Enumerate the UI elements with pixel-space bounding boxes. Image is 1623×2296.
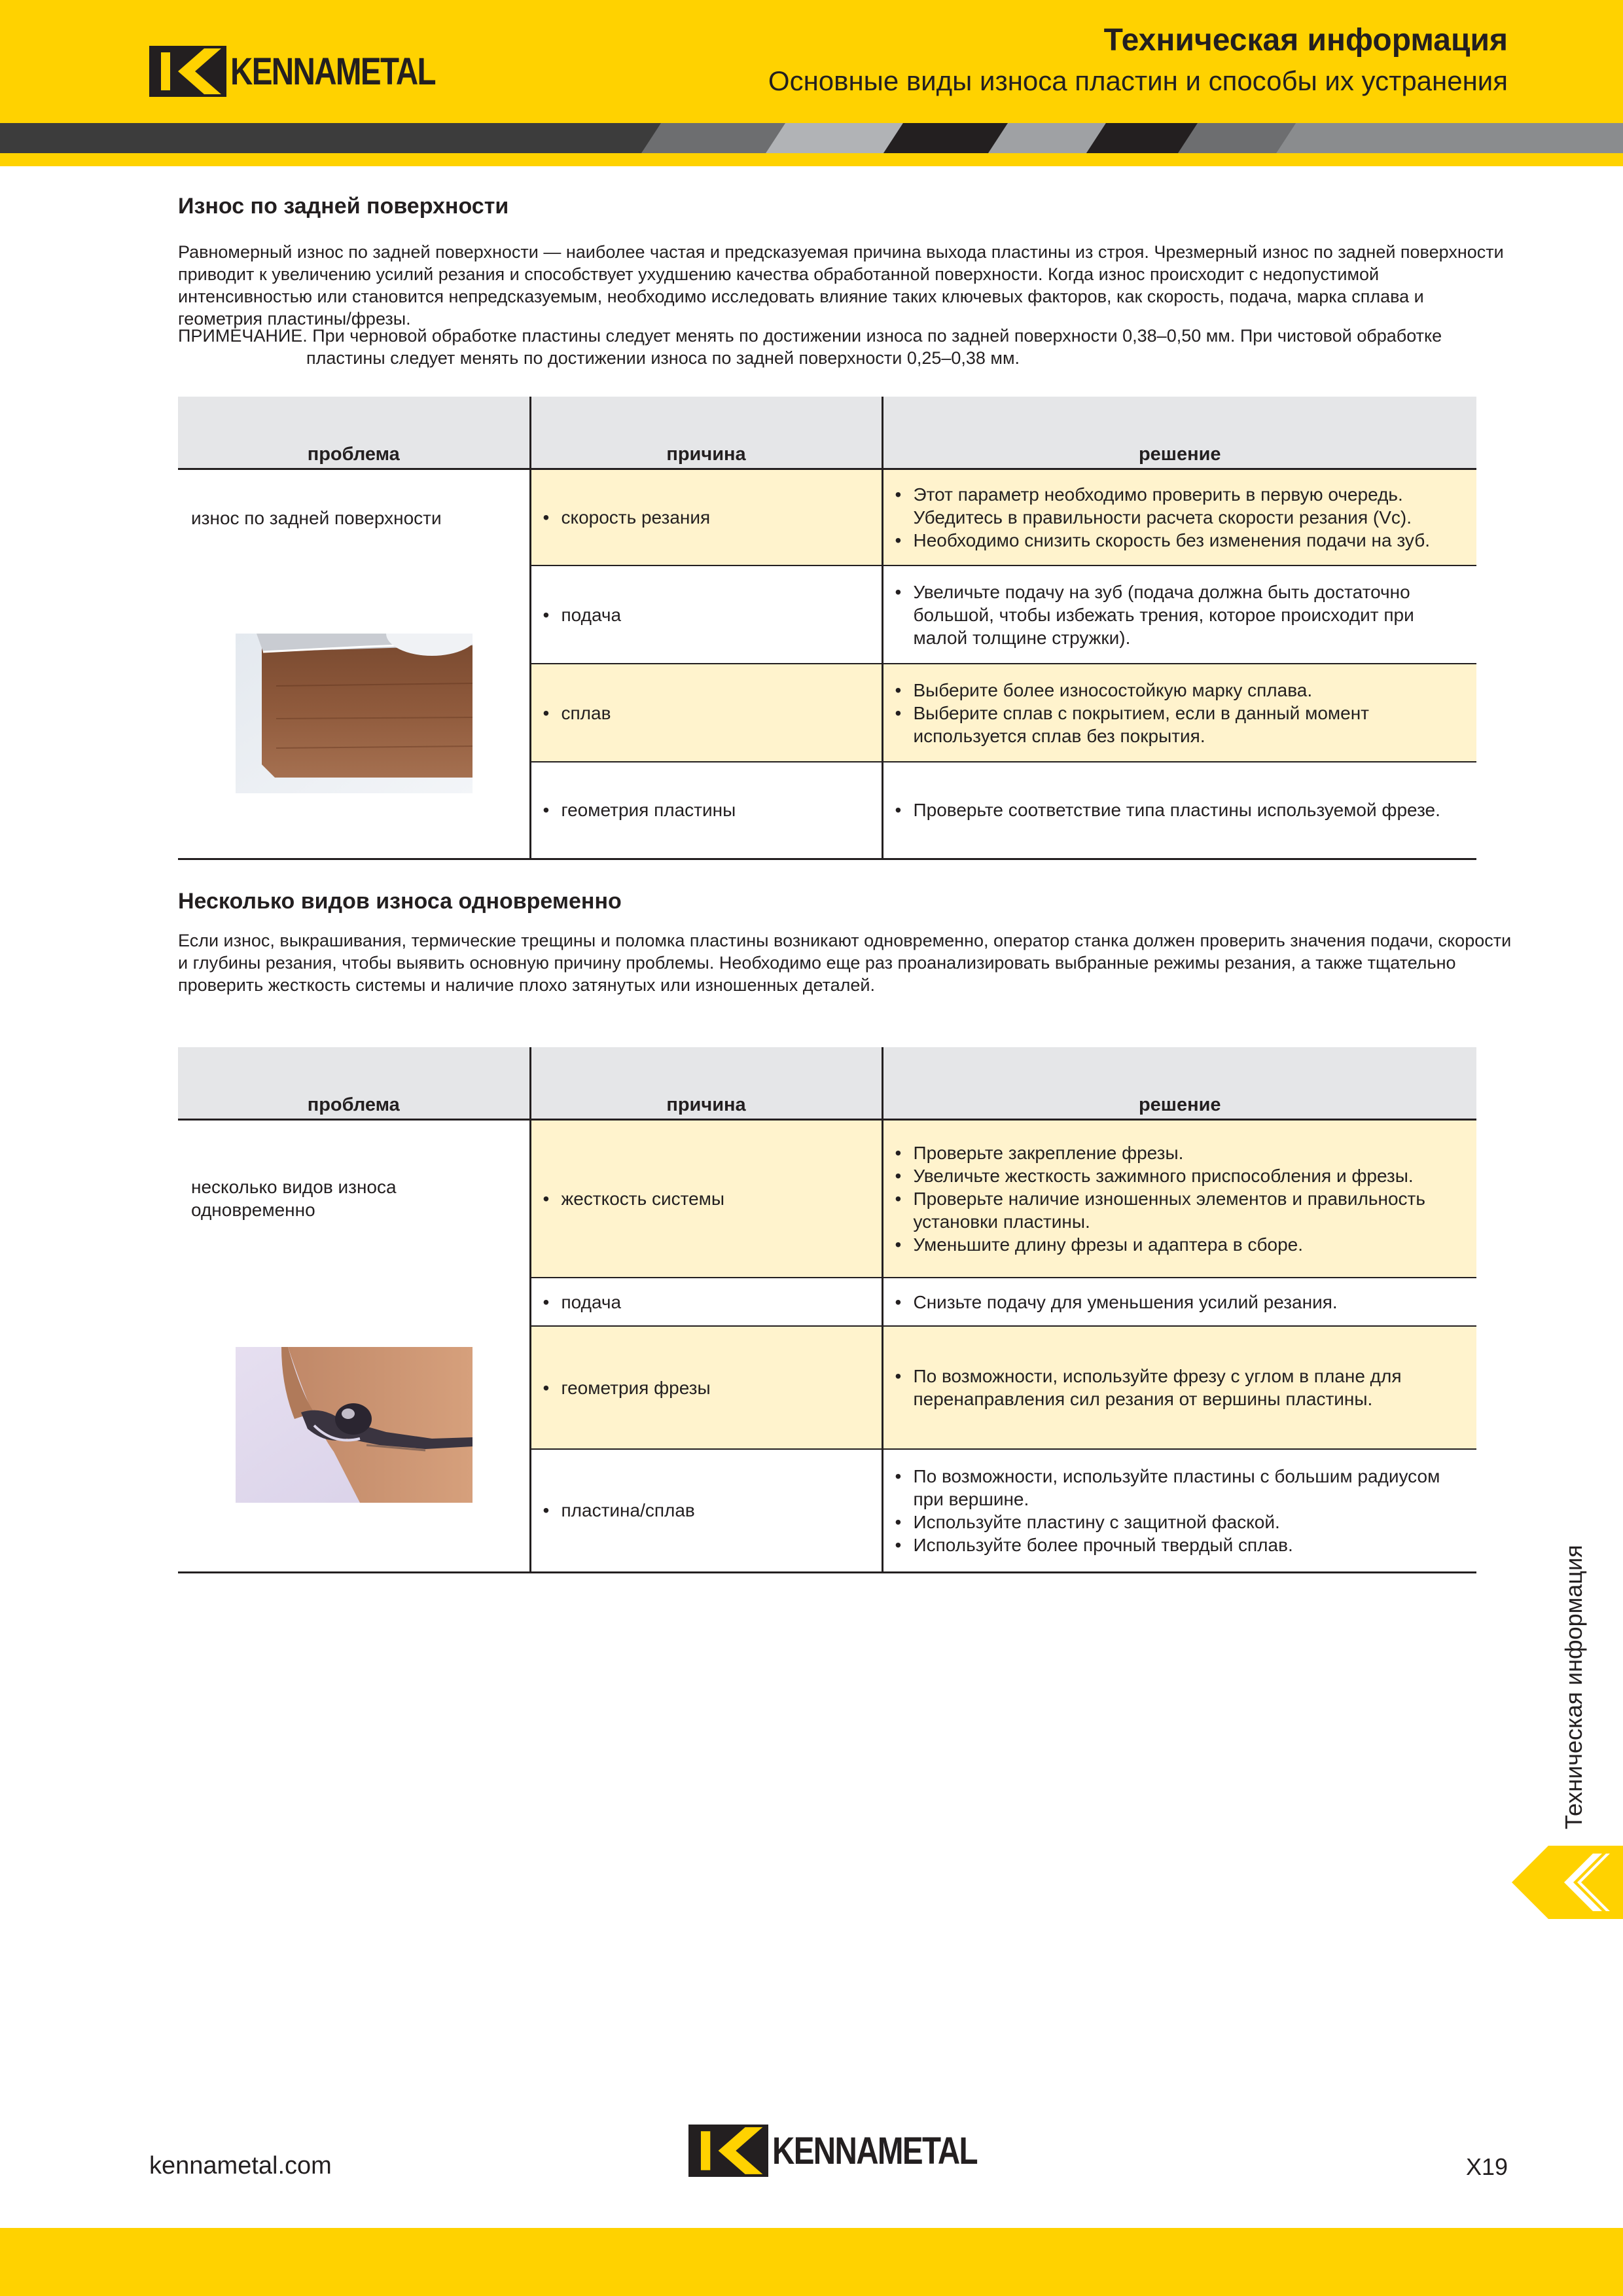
cause-cell xyxy=(530,1278,882,1326)
solution-item: • Проверьте соответствие типа пластины используемой фрезе. xyxy=(895,798,1465,821)
column-header-solution: решение xyxy=(882,397,1476,469)
solution-item: • Уменьшите длину фрезы и адаптера в сборе. xyxy=(895,1233,1465,1256)
cause-label: • подача xyxy=(543,603,870,626)
solution-item: • Увеличьте жесткость зажимного приспособления и фрезы. xyxy=(895,1164,1465,1187)
cause-label: • жесткость системы xyxy=(543,1187,870,1210)
column-header-problem: проблема xyxy=(178,1047,530,1119)
problem-label: износ по задней поверхности xyxy=(191,507,442,528)
solution-item: • Необходимо снизить скорость без изменения подачи на зуб. xyxy=(895,529,1465,552)
footer-url: kennametal.com xyxy=(149,2152,332,2179)
cause-cell xyxy=(530,469,882,565)
cause-label: • скорость резания xyxy=(543,506,870,529)
table-header-row xyxy=(178,397,1476,469)
header-title: Техническая информация xyxy=(1103,23,1508,58)
solution-cell xyxy=(882,1278,1476,1326)
column-header-cause: причина xyxy=(530,1047,882,1119)
side-tab-label: Техническая информация xyxy=(1560,1545,1587,1829)
note-line-2: пластины следует менять по достижении износа по задней поверхности 0,25–0,38 мм. xyxy=(306,348,1020,368)
cause-cell xyxy=(530,1326,882,1449)
problem-label: несколько видов износа одновременно xyxy=(191,1176,397,1220)
solution-cell xyxy=(882,1326,1476,1449)
cause-label: • геометрия фрезы xyxy=(543,1376,870,1399)
header-stripe-yellow xyxy=(0,153,1623,166)
solution-item: • По возможности, используйте пластины с большим радиусом при вершине. xyxy=(895,1465,1465,1511)
column-header-solution: решение xyxy=(882,1047,1476,1119)
note xyxy=(178,325,1487,369)
cause-label: • пластина/сплав xyxy=(543,1499,870,1522)
header-stripe xyxy=(0,123,1623,153)
cause-cell xyxy=(530,1119,882,1278)
flank-wear-photo xyxy=(236,634,473,793)
solution-cell xyxy=(882,762,1476,859)
side-tab-chevron-icon xyxy=(1512,1846,1623,1919)
logo-wordmark: KENNAMETAL xyxy=(772,2129,977,2172)
section-paragraph-flank-wear: Равномерный износ по задней поверхности — наиболее частая и предсказуемая причина выхода пластины из строя. Чрезмерный износ по задней поверхности приводит к увеличению усилий резания и способствует ухудшению качества обработанной поверхности. Когда износ происходит с недопустимой интенсивностью или становится непредсказуемым, необходимо исследовать влияние таких ключевых факторов, как скорость, подача, марка сплава и геометрия пластины/фрезы. xyxy=(178,242,1504,329)
solution-item: • Используйте более прочный твердый сплав. xyxy=(895,1534,1465,1556)
solution-cell xyxy=(882,1119,1476,1278)
cause-label: • геометрия пластины xyxy=(543,798,870,821)
solution-item: • Выберите сплав с покрытием, если в данный момент используется сплав без покрытия. xyxy=(895,702,1465,747)
page-number: X19 xyxy=(1465,2153,1508,2180)
note-line-1: ПРИМЕЧАНИЕ. При черновой обработке пластины следует менять по достижении износа по задней поверхности 0,38–0,50 мм. При чистовой обработке xyxy=(178,326,1442,346)
cause-label: • подача xyxy=(543,1291,870,1314)
kennametal-k-icon xyxy=(149,46,226,97)
column-header-problem: проблема xyxy=(178,397,530,469)
solution-cell xyxy=(882,1449,1476,1572)
cause-cell xyxy=(530,762,882,859)
multiple-wear-photo xyxy=(236,1347,473,1503)
header-subtitle: Основные виды износа пластин и способы их устранения xyxy=(768,65,1508,96)
solution-item: • Выберите более износостойкую марку сплава. xyxy=(895,679,1465,702)
solution-item: • Используйте пластину с защитной фаской. xyxy=(895,1511,1465,1534)
footer-bar xyxy=(0,2228,1623,2296)
solution-item: • Проверьте наличие изношенных элементов и правильность установки пластины. xyxy=(895,1187,1465,1233)
solution-cell xyxy=(882,664,1476,762)
solution-cell xyxy=(882,469,1476,565)
table-row xyxy=(178,1119,1476,1278)
table-header-row xyxy=(178,1047,1476,1119)
solution-item: • Проверьте закрепление фрезы. xyxy=(895,1141,1465,1164)
cause-cell xyxy=(530,1449,882,1572)
solution-item: • Снизьте подачу для уменьшения усилий резания. xyxy=(895,1291,1465,1314)
footer-logo xyxy=(688,2125,1022,2177)
cause-cell xyxy=(530,664,882,762)
section-heading-multiple-wear: Несколько видов износа одновременно xyxy=(178,889,622,914)
solution-item: • Этот параметр необходимо проверить в первую очередь. Убедитесь в правильности расчета скорости резания (Vc). xyxy=(895,483,1465,529)
problem-cell xyxy=(178,1119,530,1572)
section-paragraph-multiple-wear: Если износ, выкрашивания, термические трещины и поломка пластины возникают одновременно, оператор станка должен проверить значения подачи, скорости и глубины резания, чтобы выявить основную причину проблемы. Необходимо еще раз проанализировать выбранные режимы резания, а также тщательно проверить жесткость системы и наличие плохо затянутых или изношенных деталей. xyxy=(178,931,1512,995)
solution-item: • По возможности, используйте фрезу с углом в плане для перенаправления сил резания от вершины пластины. xyxy=(895,1365,1465,1410)
column-header-cause: причина xyxy=(530,397,882,469)
kennametal-logo xyxy=(149,46,480,97)
cause-label: • сплав xyxy=(543,702,870,725)
cause-cell xyxy=(530,565,882,664)
logo-wordmark: KENNAMETAL xyxy=(230,50,435,93)
table-row xyxy=(178,469,1476,565)
solution-item: • Увеличьте подачу на зуб (подача должна быть достаточно большой, чтобы избежать трения, которое происходит при малой толщине стружки). xyxy=(895,581,1465,649)
page-header xyxy=(0,0,1623,123)
solution-cell xyxy=(882,565,1476,664)
stripe-pattern xyxy=(0,123,1623,153)
kennametal-k-icon xyxy=(688,2125,768,2177)
section-heading-flank-wear: Износ по задней поверхности xyxy=(178,194,509,219)
